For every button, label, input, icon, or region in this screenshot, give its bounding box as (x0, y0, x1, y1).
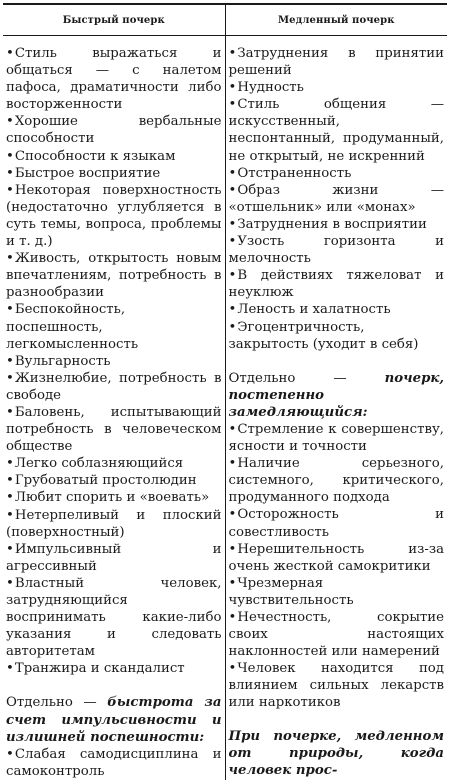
list-item (6, 45, 222, 113)
slow-trait-list (229, 45, 445, 353)
list-item-text: Жизнелюбие, потребность в свободе (6, 370, 222, 403)
list-item (229, 79, 445, 96)
list-item (229, 541, 445, 575)
list-item (6, 472, 222, 489)
list-item-text: Беспокойность, поспешность, легкомысленность (6, 302, 139, 352)
table-body-row (3, 36, 447, 780)
list-item-text: Грубоватый простолюдин (14, 473, 197, 489)
list-item (229, 609, 445, 660)
list-item (229, 96, 445, 164)
list-item-text: Слабая самодисциплина и самоконтроль (6, 746, 222, 779)
slow-note-lead: Отдельно — (228, 370, 385, 386)
list-item (229, 455, 445, 506)
list-item (6, 301, 222, 352)
list-item-text: Затруднения в принятии решений (228, 46, 444, 79)
list-item (6, 507, 222, 541)
list-item-text: Вульгарность (14, 353, 111, 369)
bullet-icon: • (228, 661, 237, 677)
bullet-icon: • (228, 575, 237, 591)
list-item-text: Властный человек, затрудняющийся воспринимать какие-либо указания и следовать авторитетам (6, 575, 222, 660)
list-item-text: Быстрое восприятие (14, 165, 161, 181)
list-item (229, 660, 445, 711)
fast-trait-list (6, 45, 222, 677)
list-item-text: Наличие серьезного, системного, критического, продуманного подхода (228, 456, 444, 506)
bullet-icon: • (6, 182, 14, 198)
bullet-icon: • (6, 490, 14, 506)
list-item-text: Образ жизни — «отшельник» или «монах» (228, 182, 444, 215)
list-item-text: Осторожность и совестливость (228, 507, 444, 540)
slow-note (229, 370, 445, 421)
table-header-row (3, 4, 447, 36)
list-item (229, 575, 445, 609)
list-item-text: Стиль выражаться и общаться — с налетом пафоса, драматичности либо восторженности (6, 46, 222, 113)
list-item (229, 45, 445, 79)
list-item-text: Леность и халатность (237, 302, 391, 318)
list-item (229, 182, 445, 216)
list-item (6, 455, 222, 472)
bullet-icon: • (6, 46, 14, 61)
bullet-icon: • (6, 251, 14, 267)
slow-note-trait-list (229, 421, 445, 712)
list-item-text: Баловень, испытывающий потребность в человеческом обществе (6, 404, 222, 455)
list-item-text: Импульсивный и агрессивный (6, 541, 222, 574)
list-item (229, 233, 445, 267)
list-item-text: Нудность (237, 80, 304, 96)
bullet-icon: • (6, 541, 14, 557)
list-item-text: Нерешительность из-за очень жесткой самокритики (228, 541, 444, 574)
list-item (6, 353, 222, 370)
bullet-icon: • (6, 148, 14, 164)
list-item-text: Легко соблазняющийся (14, 456, 184, 472)
bullet-icon: • (6, 353, 14, 369)
bullet-icon: • (6, 165, 14, 181)
list-item (229, 319, 445, 353)
list-item (6, 746, 222, 780)
header-fast: Быстрый почерк (3, 4, 225, 36)
bullet-icon: • (228, 610, 237, 625)
bullet-icon: • (228, 541, 237, 557)
list-item-text: В действиях тяжеловат и неуклюж (228, 268, 444, 301)
list-item (6, 489, 222, 506)
bullet-icon: • (228, 319, 237, 335)
list-item-text: Эгоцентричность, закрытость (уходит в себя) (228, 319, 419, 352)
bullet-icon: • (6, 114, 14, 130)
list-item-text: Любит спорить и «воевать» (14, 490, 210, 506)
list-item (229, 165, 445, 182)
list-item-text: Хорошие вербальные способности (6, 114, 222, 147)
list-item-text: Чрезмерная чувствительность (228, 575, 354, 608)
fast-note (6, 694, 222, 745)
list-item-text: Узость горизонта и мелочность (228, 234, 444, 267)
bullet-icon: • (228, 80, 237, 96)
list-item-text: Отстраненность (237, 165, 352, 181)
list-item (6, 660, 222, 677)
slow-column (225, 36, 447, 780)
bullet-icon: • (228, 268, 237, 284)
list-item-text: Транжира и скандалист (14, 661, 185, 677)
document-page (3, 3, 447, 779)
list-item-text: Некоторая поверхностность (недостаточно углубляется в суть темы, вопроса, проблемы и т. д.) (6, 182, 222, 250)
list-item (229, 506, 445, 540)
fast-note-lead: Отдельно — (6, 695, 108, 711)
fast-note-emphasis: быстрота за счет импульсивности и излишней поспешности: (6, 695, 222, 745)
list-item-text: Способности к языкам (14, 148, 176, 164)
list-item (6, 250, 222, 301)
list-item-text: Стремление к совершенству, ясности и точности (228, 421, 444, 455)
list-item-text: Нечестность, сокрытие своих настоящих наклонностей или намерений (228, 610, 444, 660)
list-item (229, 267, 445, 301)
bullet-icon: • (6, 473, 14, 489)
list-item (6, 370, 222, 404)
list-item (6, 404, 222, 455)
bullet-icon: • (228, 302, 237, 318)
list-item (6, 113, 222, 147)
list-item-text: Стиль общения — искусственный, неспонтанный, продуманный, не открытый, не искренний (228, 97, 444, 164)
bullet-icon: • (6, 370, 14, 386)
slow-note-emphasis: почерк, постепенно замедляющийся: (228, 370, 444, 420)
list-item-text: Человек находится под влиянием сильных лекарств или наркотиков (228, 661, 444, 711)
list-item (6, 575, 222, 660)
header-slow: Медленный почерк (225, 4, 447, 36)
bullet-icon: • (228, 165, 237, 181)
bullet-icon: • (228, 456, 237, 472)
bullet-icon: • (6, 575, 14, 591)
bullet-icon: • (6, 302, 14, 318)
bullet-icon: • (228, 46, 237, 61)
bullet-icon: • (6, 456, 14, 472)
bullet-icon: • (6, 661, 14, 677)
fast-column (3, 36, 225, 780)
list-item (6, 148, 222, 165)
bullet-icon: • (228, 216, 237, 232)
list-item-text: Живость, открытость новым впечатлениям, потребность в разнообразии (6, 251, 222, 301)
list-item (6, 165, 222, 182)
handwriting-speed-table (3, 3, 447, 780)
list-item (229, 421, 445, 455)
bullet-icon: • (228, 234, 237, 250)
bullet-icon: • (6, 404, 14, 420)
bullet-icon: • (6, 507, 14, 523)
slow-final-note: При почерке, медленном от природы, когда человек прос- (228, 728, 444, 778)
bullet-icon: • (6, 746, 14, 762)
bullet-icon: • (228, 421, 237, 437)
bullet-icon: • (228, 507, 237, 523)
bullet-icon: • (228, 182, 237, 198)
list-item (229, 301, 445, 318)
list-item-text: Нетерпеливый и плоский (поверхностный) (6, 507, 222, 540)
list-item (229, 216, 445, 233)
list-item (6, 541, 222, 575)
list-item-text: Затруднения в восприятии (237, 216, 427, 232)
bullet-icon: • (228, 97, 237, 113)
list-item (6, 182, 222, 250)
fast-note-trait-list (6, 746, 222, 780)
